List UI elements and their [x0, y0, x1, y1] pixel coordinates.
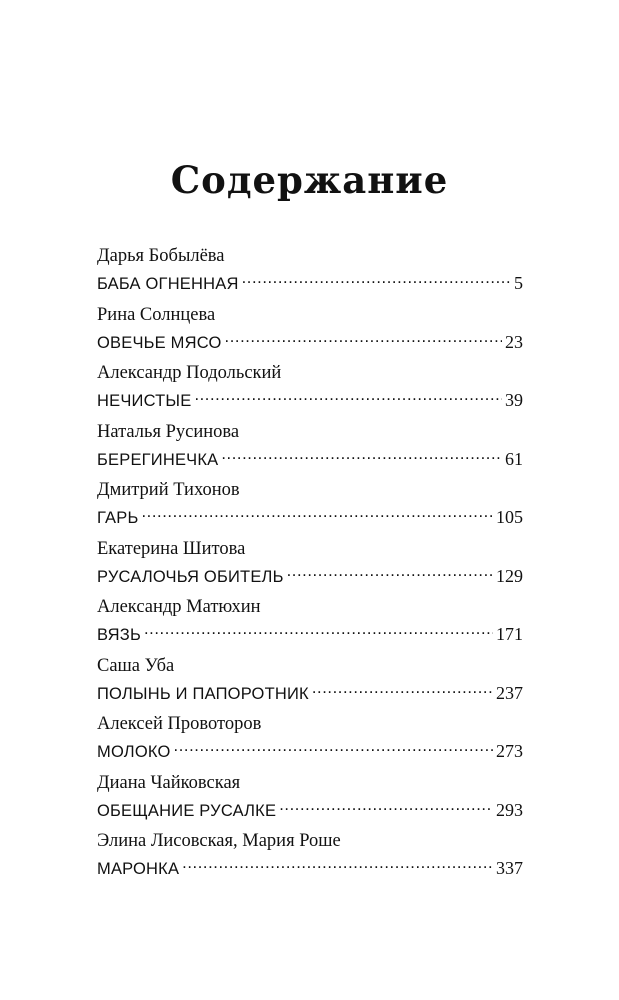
toc-line[interactable]	[97, 384, 523, 412]
toc-line[interactable]	[97, 677, 523, 705]
toc-leader-dots	[242, 267, 511, 289]
toc-leader-dots	[225, 326, 502, 348]
toc-author: Дмитрий Тихонов	[97, 480, 240, 500]
toc-page-number: 273	[496, 741, 523, 761]
toc-author: Александр Матюхин	[97, 597, 261, 617]
toc-story-title: БАБА ОГНЕННАЯ	[97, 275, 239, 293]
toc-story-title: ОВЕЧЬЕ МЯСО	[97, 333, 222, 352]
toc-story-title: МОЛОКО	[97, 743, 171, 761]
toc-entry	[97, 713, 523, 772]
toc-entry	[97, 421, 523, 480]
toc-leader-dots	[194, 384, 502, 406]
toc-entry	[97, 479, 523, 538]
toc-author: Диана Чайковская	[97, 772, 241, 793]
toc-leader-dots	[279, 794, 493, 816]
toc-leader-dots	[144, 618, 493, 640]
table-of-contents	[97, 245, 523, 889]
toc-page-number: 5	[514, 273, 523, 293]
toc-author: Екатерина Шитова	[97, 538, 246, 559]
toc-author: Александр Подольский	[97, 363, 282, 383]
toc-leader-dots	[182, 852, 493, 874]
toc-page-number: 171	[496, 624, 523, 644]
toc-page-number: 61	[505, 448, 523, 469]
toc-author: Наталья Русинова	[97, 421, 240, 442]
toc-leader-dots	[174, 735, 493, 757]
toc-page-number: 23	[505, 331, 523, 352]
toc-story-title: ВЯЗЬ	[97, 626, 141, 644]
toc-leader-dots	[221, 443, 502, 465]
toc-story-title: БЕРЕГИНЕЧКА	[97, 450, 219, 469]
toc-story-title: ПОЛЫНЬ И ПАПОРОТНИК	[97, 684, 309, 703]
toc-entry	[97, 245, 523, 304]
toc-page-number: 337	[496, 858, 523, 878]
toc-story-title: ОБЕЩАНИЕ РУСАЛКЕ	[97, 801, 277, 820]
toc-story-title: НЕЧИСТЫЕ	[97, 392, 192, 410]
toc-entry	[97, 362, 523, 421]
toc-line[interactable]	[97, 794, 523, 822]
toc-author: Саша Уба	[97, 655, 175, 676]
toc-line[interactable]	[97, 443, 523, 471]
toc-line[interactable]	[97, 326, 523, 354]
toc-author: Рина Солнцева	[97, 304, 216, 325]
toc-line[interactable]	[97, 501, 523, 529]
toc-author: Алексей Провоторов	[97, 714, 262, 734]
toc-line[interactable]	[97, 735, 523, 763]
toc-page-number: 129	[496, 565, 523, 586]
toc-entry	[97, 304, 523, 363]
toc-page-number: 237	[496, 682, 523, 703]
toc-line[interactable]	[97, 267, 523, 295]
toc-author: Элина Лисовская, Мария Роше	[97, 831, 341, 851]
page-title: Содержание	[170, 158, 449, 202]
toc-author: Дарья Бобылёва	[97, 246, 225, 266]
toc-leader-dots	[287, 560, 493, 582]
toc-story-title: РУСАЛОЧЬЯ ОБИТЕЛЬ	[97, 567, 284, 586]
toc-entry	[97, 655, 523, 714]
toc-story-title: ГАРЬ	[97, 509, 139, 527]
toc-line[interactable]	[97, 852, 523, 880]
toc-line[interactable]	[97, 560, 523, 588]
toc-line[interactable]	[97, 618, 523, 646]
toc-leader-dots	[141, 501, 493, 523]
toc-entry	[97, 830, 523, 889]
toc-page-number: 293	[496, 799, 523, 820]
toc-story-title: МАРОНКА	[97, 860, 180, 878]
toc-entry	[97, 772, 523, 831]
toc-entry	[97, 538, 523, 597]
toc-entry	[97, 596, 523, 655]
toc-page-number: 39	[505, 390, 523, 410]
toc-page-number: 105	[496, 507, 523, 527]
toc-leader-dots	[312, 677, 493, 699]
